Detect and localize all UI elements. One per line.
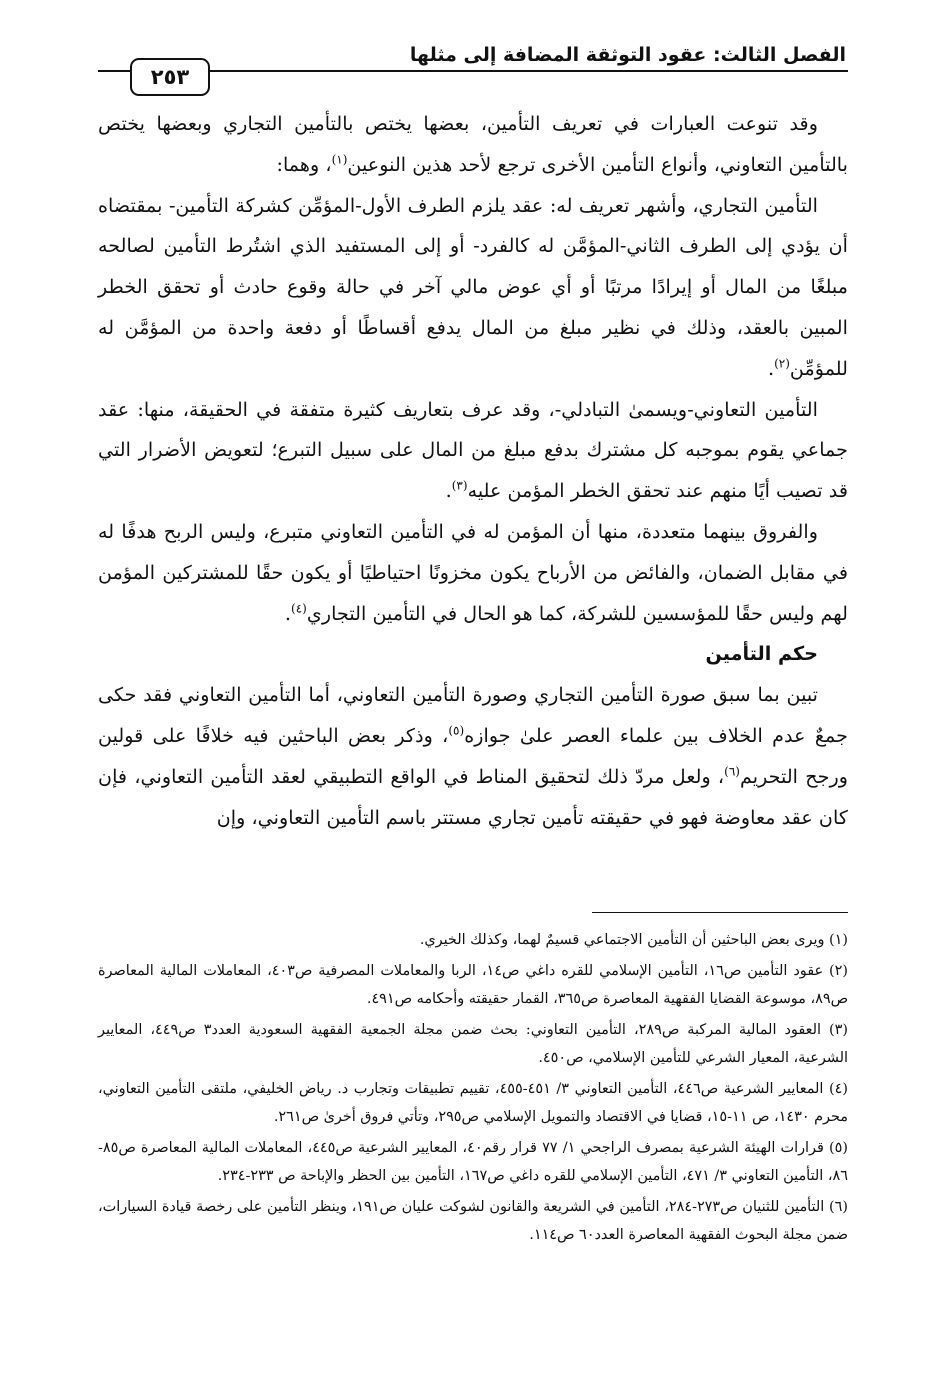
header-rule (98, 70, 848, 72)
footnote-ref-1[interactable]: (١) (331, 152, 348, 167)
footnote-ref-2[interactable]: (٢) (774, 356, 790, 371)
section-heading: حكم التأمين (705, 642, 818, 666)
main-text (98, 104, 848, 838)
footnote-4: (٤) المعايير الشرعية ص٤٤٦، التأمين التعاوني ٣/ ٤٥١-٤٥٥، تقييم تطبيقات وتجارب د. رياض الخليفي، ملتقى التأمين التعاوني، محرم ١٤٣٠، ص ١١-١٥، قضايا في الاقتصاد والتمويل الإسلامي ص٢٩٥، وتأتي فروق أخرىٰ ص٢٦١. (98, 1080, 848, 1125)
text-run: . (445, 479, 452, 503)
text-run: التأمين التعاوني-ويسمىٰ التبادلي-، وقد عرف بتعاريف كثيرة متفقة في الحقيقة، منها: عقد جماعي يقوم بموجبه كل مشترك بدفع مبلغ من المال على سبيل التبرع؛ لتعويض الأضرار التي قد تصيب أيًا منهم عند تحقق الخطر المؤمن عليه (98, 397, 848, 503)
paragraph-cooperative-insurance (98, 390, 848, 512)
text-run: تبين بما سبق صورة التأمين التجاري وصورة التأمين التعاوني، أما التأمين التعاوني فقد حكى جمعٌ عدم الخلاف بين علماء العصر علىٰ جوازه (98, 683, 848, 747)
footnote-ref-3[interactable]: (٣) (451, 478, 468, 493)
running-header: الفصل الثالث: عقود التوثقة المضافة إلى مثلها (409, 44, 846, 66)
footnote-2: (٢) عقود التأمين ص١٦، التأمين الإسلامي للقره داغي ص١٤، الربا والمعاملات المصرفية ص٤٠٣، المعاملات المالية المعاصرة ص٨٩، موسوعة القضايا الفقهية المعاصرة ص٣٦٥، القمار حقيقته وأحكامه ص٤٩١. (98, 962, 849, 1007)
footnote-6: (٦) التأمين للثنيان ص٢٧٣-٢٨٤، التأمين في الشريعة والقانون لشوكت عليان ص١٩١، وينظر التأمين على رخصة قيادة السيارات، ضمن مجلة البحوث الفقهية المعاصرة العدد٦٠ ص١١٤. (98, 1198, 848, 1243)
footnote-5: (٥) قرارات الهيئة الشرعية بمصرف الراجحي ١/ ٧٧ قرار رقم٤٠، المعايير الشرعية ص٤٤٥، المعاملات المالية المعاصرة ص٨٥- ٨٦، التأمين التعاوني ٣/ ٤٧١، التأمين الإسلامي للقره داغي ص١٦٧، التأمين بين الحظر والإباحة ص ٢٣٣-٢٣٤. (98, 1139, 848, 1184)
page-number: ٢٥٣ (130, 58, 210, 96)
text-run: . (767, 356, 775, 380)
footnote-separator (592, 912, 848, 913)
footnote-ref-5[interactable]: (٥) (448, 723, 465, 738)
text-run: ، وذكر بعض الباحثين فيه خلافًا على قولين ورجح التحريم (98, 723, 848, 788)
footnote-1: (١) ويرى بعض الباحثين أن التأمين الاجتماعي قسيمٌ لهما، وكذلك الخيري. (419, 932, 848, 948)
text-run: التأمين التجاري، وأشهر تعريف له: عقد يلزم الطرف الأول-المؤمِّن كشركة التأمين- بمقتضاه أن يؤدي إلى الطرف الثاني-المؤمَّن له كالفرد- أو إلى المستفيد الذي اشتُرط التأمين لصالحه مبلغًا من المال أو إيرادًا مرتبًا أو أي عوض مالي آخر في حالة وقوع حادث أو تحقق الخطر المبين بالعقد، وذلك في نظير مبلغ من المال يدفع أقساطًا أو دفعة واحدة من المؤمَّن له للمؤمِّن (98, 193, 848, 380)
paragraph-differences (98, 512, 848, 634)
paragraph-insurance-definitions (98, 104, 848, 186)
footnote-ref-4[interactable]: (٤) (291, 601, 307, 616)
paragraph-insurance-ruling (98, 675, 848, 838)
footnote-ref-6[interactable]: (٦) (724, 764, 740, 779)
paragraph-commercial-insurance (98, 186, 848, 390)
text-run: . (284, 601, 292, 625)
text-run: وقد تنوعت العبارات في تعريف التأمين، بعضها يختص بالتأمين التجاري وبعضها يختص بالتأمين التعاوني، وأنواع التأمين الأخرى ترجع لأحد هذين النوعين (98, 112, 848, 176)
text-run: والفروق بينهما متعددة، منها أن المؤمن له في التأمين التعاوني متبرع، وليس الربح هدفًا له في مقابل الضمان، والفائض من الأرباح يكون مخزونًا احتياطيًا أو يكون حقًا للمشتركين المؤمن لهم وليس حقًا للمؤسسين للشركة، كما هو الحال في التأمين التجاري (98, 519, 848, 625)
footnotes (98, 926, 848, 1252)
text-run: ، ولعل مردّ ذلك لتحقيق المناط في الواقع التطبيقي لعقد التأمين التعاوني، فإن كان عقد معاوضة فهو في حقيقته تأمين تجاري مستتر باسم التأمين التعاوني، وإن (98, 764, 848, 829)
text-run: ، وهما: (276, 152, 332, 176)
footnote-3: (٣) العقود المالية المركبة ص٢٨٩، التأمين التعاوني: بحث ضمن مجلة الجمعية الفقهية السعودية العدد٣ ص٤٤٩، المعايير الشرعية، المعيار الشرعي للتأمين الإسلامي، ص٤٥٠. (98, 1021, 848, 1066)
